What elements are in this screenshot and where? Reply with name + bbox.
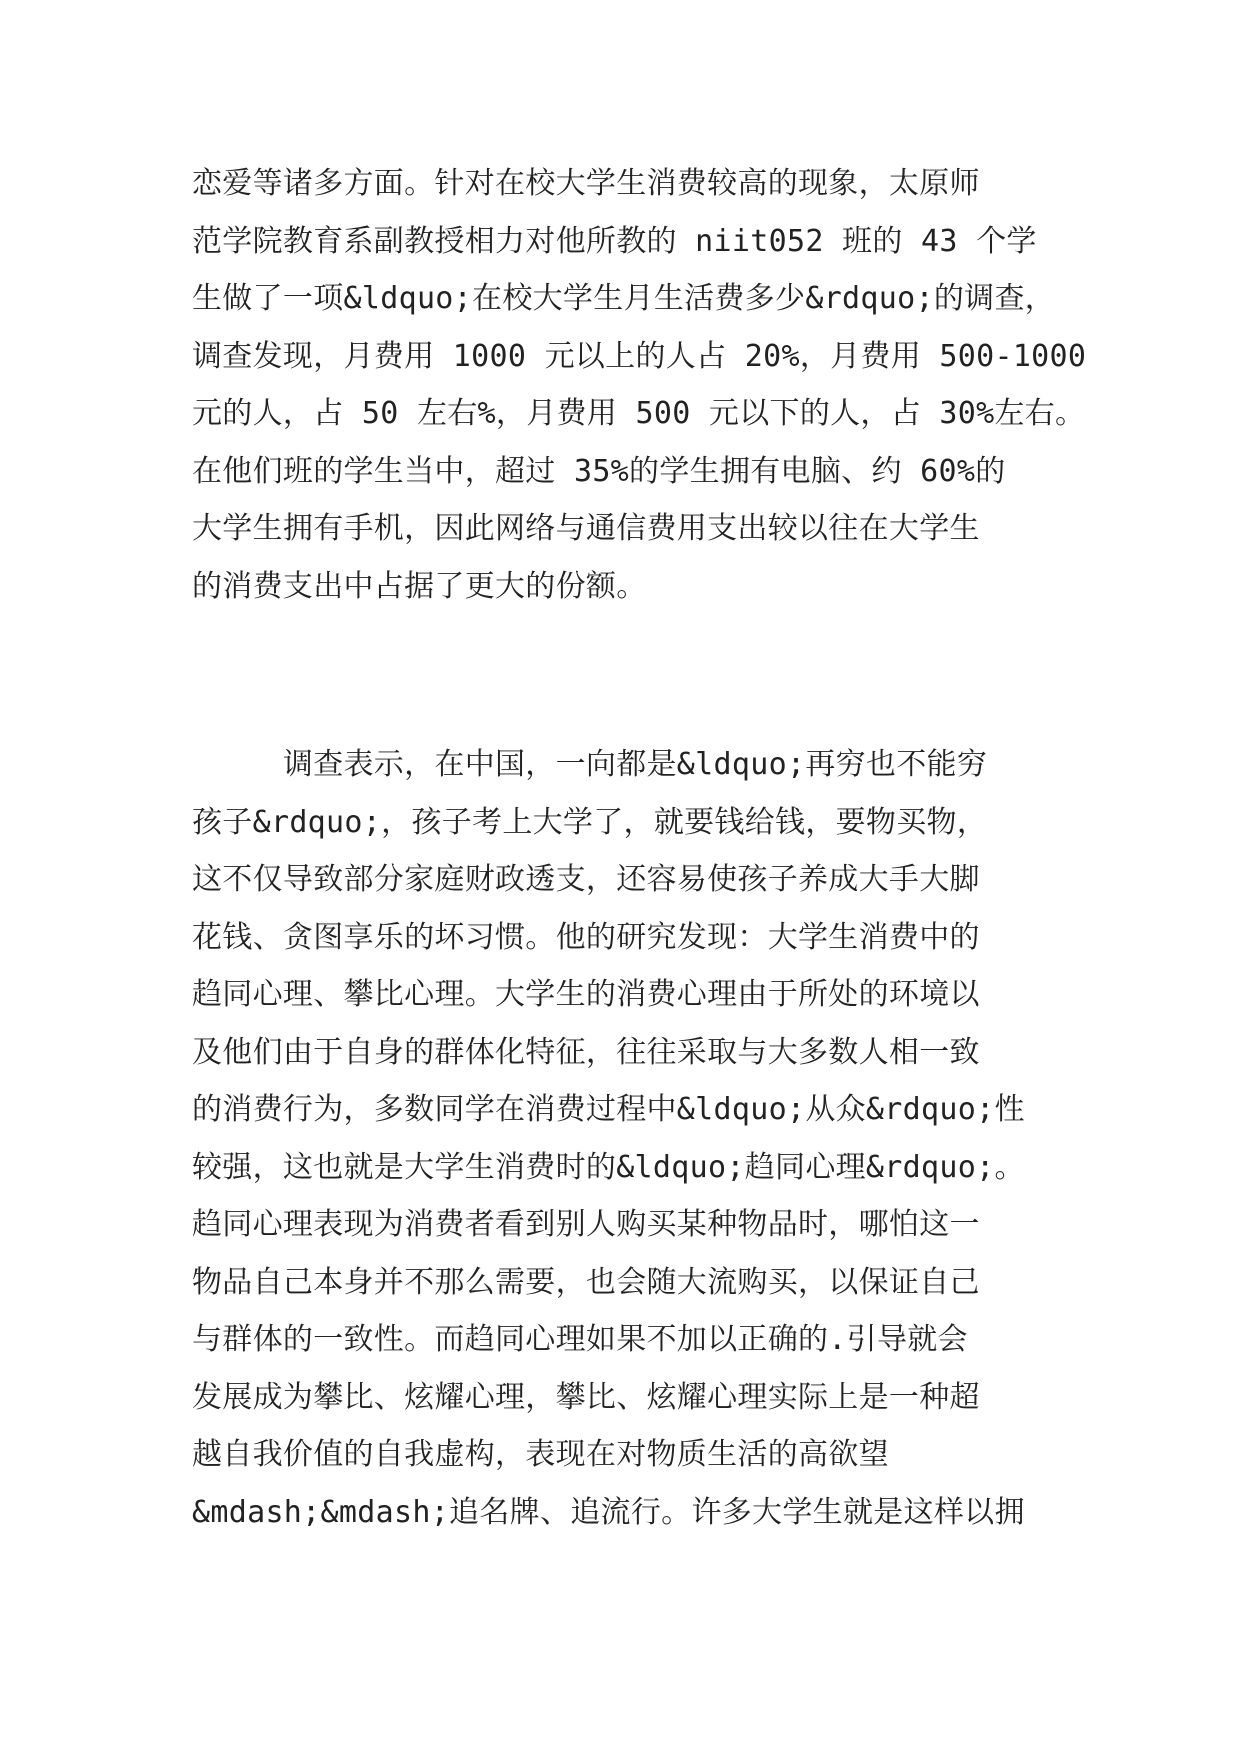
text-line: 这不仅导致部分家庭财政透支，还容易使孩子养成大手大脚 [192,862,980,897]
paragraph-consumption-survey [192,155,1087,615]
text-line: 物品自己本身并不那么需要，也会随大流购买，以保证自己 [192,1264,980,1300]
text-line: 与群体的一致性。而趋同心理如果不加以正确的.引导就会 [192,1322,968,1357]
text-line: 趋同心理、攀比心理。大学生的消费心理由于所处的环境以 [192,977,980,1012]
text-line: 的消费行为，多数同学在消费过程中&ldquo;从众&rdquo;性 [192,1092,1025,1127]
text-line: 及他们由于自身的群体化特征，往往采取与大多数人相一致 [192,1034,980,1070]
text-line: 越自我价值的自我虚构，表现在对物质生活的高欲望 [192,1437,889,1472]
text-line: 趋同心理表现为消费者看到别人购买某种物品时，哪怕这一 [192,1207,980,1242]
text-line: 调查发现，月费用 1000 元以上的人占 20%，月费用 500-1000 [192,338,1087,374]
text-line: 发展成为攀比、炫耀心理，攀比、炫耀心理实际上是一种超 [192,1379,980,1415]
text-line: 较强，这也就是大学生消费时的&ldquo;趋同心理&rdquo;。 [192,1149,1025,1185]
text-line: 元的人，占 50 左右%，月费用 500 元以下的人，占 30%左右。 [192,396,1086,431]
text-line: &mdash;&mdash;追名牌、追流行。许多大学生就是这样以拥 [192,1494,1025,1530]
text-line: 花钱、贪图享乐的坏习惯。他的研究发现：大学生消费中的 [192,919,980,955]
text-line: 生做了一项&ldquo;在校大学生月生活费多少&rdquo;的调查， [192,281,1056,316]
text-line: 的消费支出中占据了更大的份额。 [192,568,647,604]
text-line: 范学院教育系副教授相力对他所教的 niit052 班的 43 个学 [192,223,1037,259]
text-line: 在他们班的学生当中，超过 35%的学生拥有电脑、约 60%的 [192,453,1006,489]
text-line: 孩子&rdquo;，孩子考上大学了，就要钱给钱，要物买物， [192,804,988,840]
text-line: 调查表示，在中国，一向都是&ldquo;再穷也不能穷 [192,747,988,782]
paragraph-conformity-psychology [192,736,1072,1541]
text-line: 大学生拥有手机，因此网络与通信费用支出较以往在大学生 [192,511,980,546]
text-line: 恋爱等诸多方面。针对在校大学生消费较高的现象，太原师 [192,166,980,201]
